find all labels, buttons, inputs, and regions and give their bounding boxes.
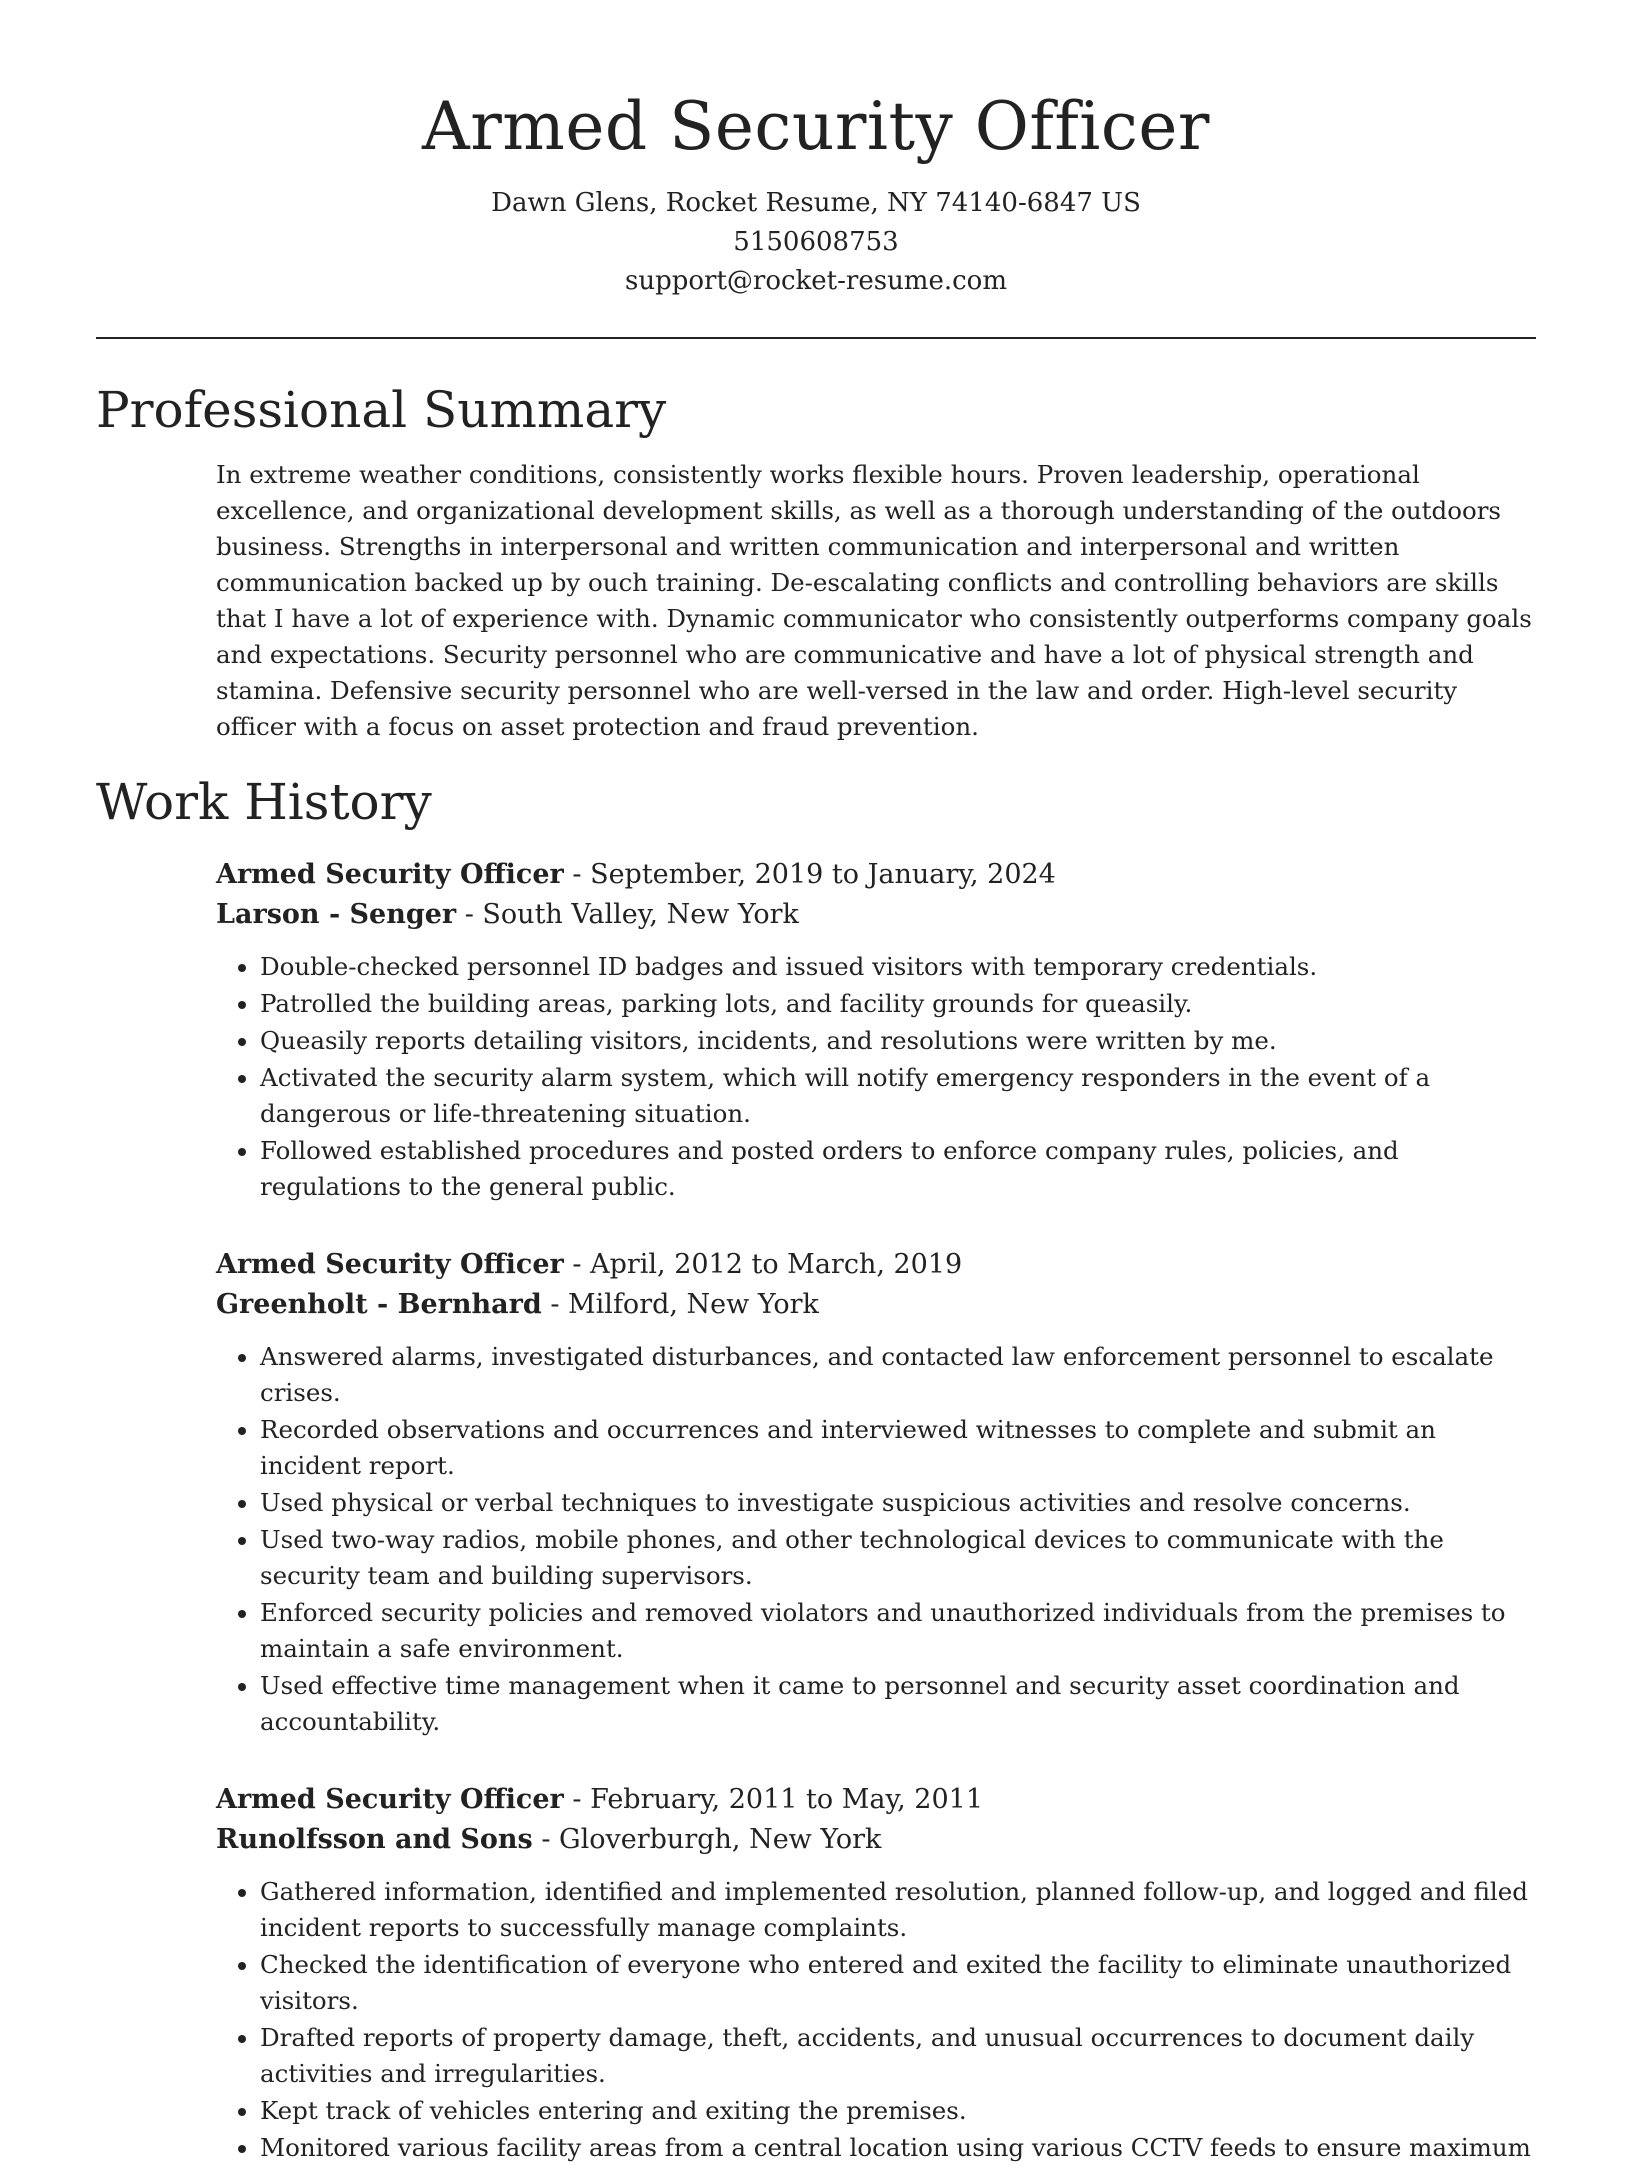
job-company-line <box>216 895 1536 935</box>
list-item: • Double-checked personnel ID badges and issued visitors with temporary credentials. <box>260 949 1536 985</box>
job-bullets <box>216 949 1536 1205</box>
job-dates: - September, 2019 to January, 2024 <box>563 859 1056 890</box>
list-item: • Gathered information, identified and implemented resolution, planned follow-up, and logged and filed incident reports to successfully manage complaints. <box>260 1874 1536 1946</box>
job-title-line <box>216 855 1536 895</box>
job-title-line <box>216 1245 1536 1285</box>
job-dates: - April, 2012 to March, 2019 <box>563 1249 963 1280</box>
summary-text: In extreme weather conditions, consistently works flexible hours. Proven leadership, operational excellence, and organizational development skills, as well as a thorough understanding of the outdoors business. Strengths in interpersonal and written communication and interpersonal and written communication backed up by ouch training. De-escalating conflicts and controlling behaviors are skills that I have a lot of experience with. Dynamic communicator who consistently outperforms company goals and expectations. Security personnel who are communicative and have a lot of physical strength and stamina. Defensive security personnel who are well-versed in the law and order. High-level security officer with a focus on asset protection and fraud prevention. <box>216 460 1532 741</box>
list-item: • Queasily reports detailing visitors, incidents, and resolutions were written by me. <box>260 1023 1536 1059</box>
list-item: • Followed established procedures and posted orders to enforce company rules, policies, and regulations to the general public. <box>260 1133 1536 1205</box>
job-location: - Gloverburgh, New York <box>532 1824 882 1855</box>
job-bullets <box>216 1874 1536 2166</box>
job-company: Larson - Senger <box>216 899 457 930</box>
summary-section <box>96 379 1536 745</box>
job-company: Runolfsson and Sons <box>216 1824 533 1855</box>
summary-heading: Professional Summary <box>96 381 667 439</box>
list-item: • Checked the identification of everyone who entered and exited the facility to eliminate unauthorized visitors. <box>260 1947 1536 2019</box>
list-item: • Kept track of vehicles entering and exiting the premises. <box>260 2093 1536 2129</box>
job-entry <box>216 1245 1536 1740</box>
job-company-line <box>216 1820 1536 1860</box>
job-role: Armed Security Officer <box>216 859 564 890</box>
contact-phone: 5150608753 <box>733 227 899 257</box>
job-role: Armed Security Officer <box>216 1784 564 1815</box>
job-role: Armed Security Officer <box>216 1249 564 1280</box>
work-history-section <box>96 771 1536 2166</box>
job-company-line <box>216 1285 1536 1325</box>
header-divider <box>96 337 1536 339</box>
list-item: • Used two-way radios, mobile phones, and other technological devices to communicate with the security team and building supervisors. <box>260 1522 1536 1594</box>
job-location: - Milford, New York <box>541 1289 819 1320</box>
list-item: • Used physical or verbal techniques to investigate suspicious activities and resolve concerns. <box>260 1485 1536 1521</box>
list-item: • Used effective time management when it came to personnel and security asset coordination and accountability. <box>260 1668 1536 1740</box>
list-item: • Answered alarms, investigated disturbances, and contacted law enforcement personnel to escalate crises. <box>260 1339 1536 1411</box>
job-entry <box>216 1780 1536 2166</box>
list-item: • Drafted reports of property damage, theft, accidents, and unusual occurrences to document daily activities and irregularities. <box>260 2020 1536 2092</box>
list-item: • Enforced security policies and removed violators and unauthorized individuals from the premises to maintain a safe environment. <box>260 1595 1536 1667</box>
job-bullets <box>216 1339 1536 1740</box>
list-item: • Patrolled the building areas, parking lots, and facility grounds for queasily. <box>260 986 1536 1022</box>
resume-page <box>96 0 1536 2167</box>
list-item: • Monitored various facility areas from a central location using various CCTV feeds to ensure maximum <box>260 2130 1536 2166</box>
job-location: - South Valley, New York <box>456 899 799 930</box>
resume-header <box>96 0 1536 301</box>
job-company: Greenholt - Bernhard <box>216 1289 542 1320</box>
work-history-heading: Work History <box>96 773 432 831</box>
job-entry <box>216 855 1536 1205</box>
list-item: • Recorded observations and occurrences and interviewed witnesses to complete and submit an incident report. <box>260 1412 1536 1484</box>
job-dates: - February, 2011 to May, 2011 <box>563 1784 983 1815</box>
job-title-line <box>216 1780 1536 1820</box>
resume-title: Armed Security Officer <box>422 88 1210 165</box>
contact-address: Dawn Glens, Rocket Resume, NY 74140-6847 US <box>491 188 1141 218</box>
contact-email: support@rocket-resume.com <box>624 266 1007 296</box>
list-item: • Activated the security alarm system, which will notify emergency responders in the event of a dangerous or life-threatening situation. <box>260 1060 1536 1132</box>
contact-block <box>96 184 1536 301</box>
